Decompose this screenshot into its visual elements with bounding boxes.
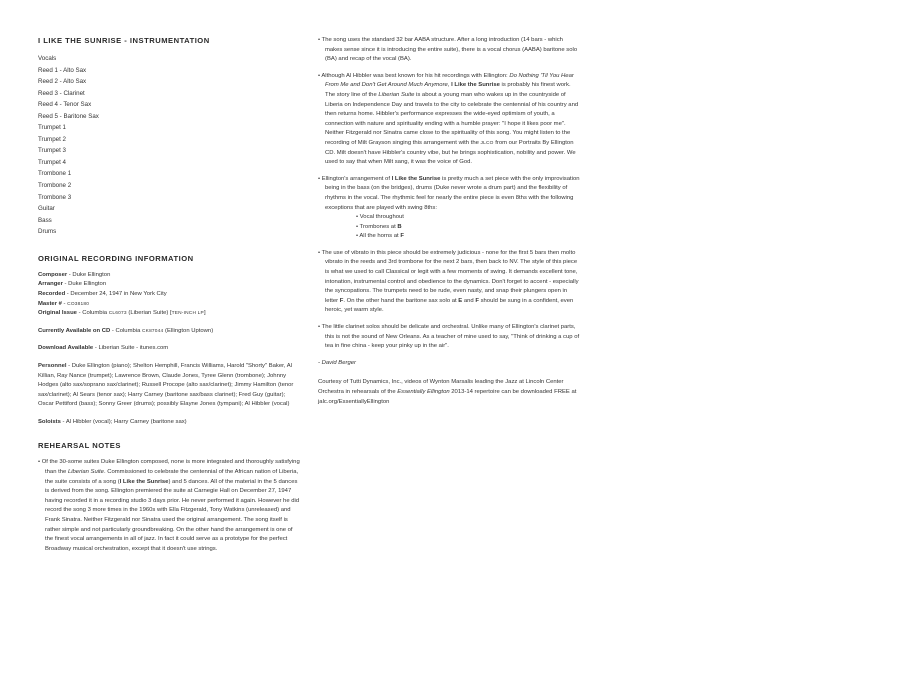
soloists-line (38, 418, 300, 428)
text-run: Of the 30-some suites Duke Ellington composed, none is more integrated and thoroughly satisfying than the (41, 459, 300, 476)
personnel-paragraph (38, 362, 300, 410)
left-column (38, 36, 300, 554)
text-run: is about a young man who wakes up in the countryside of Liberia on Independence Day and travels to the city to celebrate the centennial of his country and then returns home. Hibbler's performance expresses the wide-eyed optimism of youth, a connection with nature and spirituality ending with a humble prayer: "I hope it likes poor me". Neither Fitzgerald nor Sinatra came close to the spirituality of this song. You might listen to the recording of Milt Grayson singing this arrangement with the (325, 91, 579, 146)
text-run: , (447, 82, 452, 89)
original-issue-post: ] (203, 310, 206, 317)
jlco-abbrev: JLCO (480, 140, 494, 146)
master-label: Master # (38, 300, 62, 307)
note-structure: • The song uses the standard 32 bar AABA structure. After a long introduction (14 bars - which makes sense since it is introducing the entire suite), there is a vocal chorus (AABA) baritone solo (BA) and recap of the vocal (BA). (318, 37, 578, 63)
right-column (318, 36, 580, 407)
cd-cat: CK87044 (142, 328, 164, 334)
instrument-item: Reed 2 - Alto Sax (38, 78, 87, 86)
recorded-label: Recorded (38, 290, 66, 297)
composer-value: - Duke Ellington (67, 271, 111, 278)
instrument-item: Trumpet 3 (38, 147, 66, 155)
instrument-item: Vocals (38, 55, 57, 62)
note-arrangement: • Ellington's arrangement of I Like the Sunrise is pretty much a set piece with the only improvisation being in the bass (on the bridges), drums (Duke never wrote a drum part) and the flexibility of rhythms in the vocal. The rhythmic feel for nearly the entire piece is even 8ths with the following exceptions that are played with swing 8ths: (318, 175, 580, 211)
rehearsal-letter: B (397, 223, 402, 230)
instrument-item: Trombone 3 (38, 193, 72, 201)
note-hibbler: • Although Al Hibbler was best known for his hit recordings with Ellington: Do Nothing 'Til You Hear From Me and Don't Get Around Much Anymore, I Like the Sunrise is probably his finest work. The story line of the Liberian Suite is about a young man who wakes up in the countryside of Liberia on Independence Day and travels to the city to celebrate the centennial of his country and then returns home. Hibbler's performance expresses the wide-eyed optimism of youth, a connection with nature and spirituality ending with a humble prayer: "I hope it likes poor me". Neither Fitzgerald nor Sinatra came close to the spirituality of this song. You might listen to the recording of Milt Grayson singing this arrangement with the JLCO from our Portraits By Ellington CD. Milt doesn't have Hibbler's country vibe, but he brings sophistication, nobility and power. We used to say that when Milt sang, it was the voice of God. (318, 72, 579, 166)
recorded-value: - December 24, 1947 in New York City (65, 290, 167, 297)
download-value: - Liberian Suite - itunes.com (93, 345, 169, 352)
text-run: is pretty much a set piece with the only improvisation being in the bass (on the bridges), drums (Duke never wrote a drum part) and the flexibility of rhythms in the vocal. The rhythmic feel for nearly the entire piece is even 8ths with the following exceptions that are played with swing 8ths: (325, 175, 580, 211)
text-run: The song uses the standard 32 bar AABA structure. After a long introduction (14 bars - which makes sense since it is introducing the entire suite), there is a vocal chorus (AABA) baritone solo (BA) and recap of the vocal (BA). (321, 37, 578, 63)
recording-info-heading: ORIGINAL RECORDING INFORMATION (38, 253, 194, 263)
original-issue-label: Original Issue (38, 310, 77, 317)
instrument-item: Bass (38, 216, 52, 224)
cd-post: (Ellington Uptown) (163, 327, 214, 334)
rehearsal-letter: F (475, 297, 479, 304)
song-titles: Do Nothing 'Til You Hear From Me and Don't Get Around Much Anymore (325, 72, 574, 89)
instrument-item: Trumpet 1 (38, 124, 66, 132)
recorded-line (38, 290, 300, 300)
soloists-label: Soloists (38, 418, 61, 425)
personnel-value: - Duke Ellington (piano); Shelton Hemphill, Francis Williams, Harold "Shorty" Baker, Al Killian, Ray Nance (trumpet); Lawrence Brown, Claude Jones, Tyree Glenn (trombone); Johnny Hodges (alto sax/soprano sax/clarinet); Russell Procope (alto sax/clarinet); Jimmy Hamilton (tenor sax/clarinet); Al Sears (tenor sax); Harry Carney (baritone sax/bass clarinet); Fred Guy (guitar); Oscar Pettiford (bass); Sonny Greer (drums); possibly Elayne Jones (tympani); Al Hibbler (vocal) (38, 362, 294, 408)
credits-block (38, 271, 300, 319)
instrument-item: Guitar (38, 205, 55, 213)
text-run: 2013-14 repertoire can be downloaded FREE at jalc.org/EssentiallyEllington (318, 389, 577, 405)
note-vibrato: • The use of vibrato in this piece should be extremely judicious - none for the first 5 bars then molto vibrato in the reeds and 3rd trombone for the next 2 bars, then back to NV. The style of this piece is what we used to call Classical or legit with a few moments of swing. It demands excellent tone, intonation, instrumental control and obedience to the dynamics. Don't forget to accent - especially the syncopations. The trumpets need to be rude, even nasty, and snap their plungers open in letter F. On the other hand the baritone sax solo at E and F should be sung in a confident, even heroic, yet warm style. (318, 249, 579, 314)
courtesy-note (318, 378, 580, 407)
original-issue-pre: - Columbia (76, 310, 109, 317)
instrument-item: Reed 3 - Clarinet (38, 89, 85, 97)
instrument-item: Trumpet 4 (38, 158, 66, 166)
instrumentation-heading: I LIKE THE SUNRISE - INSTRUMENTATION (38, 36, 210, 45)
instrumentation-list (38, 53, 300, 238)
author-signature (318, 359, 580, 369)
text-run: ) and 5 dances. All of the material in the 5 dances is derived from the song. Ellington premiered the suite at Carnegie Hall on December 27, 1947 having recorded it in a recording studio 3 days prior. He never performed it again. However he did record the song 3 more times in the 1960s with Ella Fitzgerald, Tony Watkins (unreleased) and Frank Sinatra. Neither Fitzgerald nor Sinatra used the original arrangement. The song itself is rather simple and not particularly groundbreaking. On the other hand the arrangement is one of the finest vocal arrangements in all of jazz. In fact it could serve as a prototype for the perfect Broadway musical orchestration, except that it doesn't use strings. (45, 478, 300, 552)
note-clarinet: • The little clarinet solos should be delicate and orchestral. Unlike many of Ellington's clarinet parts, this is not the sound of New Orleans. As a teacher of mine used to say, "Think of drinking a cup of tea in fine china - keep your pinky up in the air". (318, 324, 580, 350)
program-title: Essentially Ellington (397, 389, 450, 395)
suite-title: Liberian Suite (378, 91, 415, 98)
original-issue-format: TEN-INCH LP (171, 311, 204, 317)
arranger-value: - Duke Ellington (62, 281, 107, 288)
signature-text: - David Berger (318, 359, 356, 366)
text-run: is probably his finest work. The story line of the (325, 82, 571, 98)
text-run: should be sung in a confident, even heroic, yet warm style. (325, 297, 574, 314)
cd-line (38, 327, 300, 337)
personnel-label: Personnel (38, 362, 67, 369)
text-run: Although Al Hibbler was best known for his hit recordings with Ellington: (321, 72, 510, 79)
original-issue-line (38, 309, 300, 319)
rehearsal-notes-heading: REHEARSAL NOTES (38, 441, 121, 451)
song-title: I Like the Sunrise (119, 478, 169, 485)
rehearsal-paragraph: • Of the 30-some suites Duke Ellington composed, none is more integrated and thoroughly satisfying than the Liberian Suite. Commissioned to celebrate the centennial of the African nation of Liberia, the suite consists of a song (I Like the Sunrise) and 5 dances. All of the material in the 5 dances is derived from the song. Ellington premiered the suite at Carnegie Hall on December 27, 1947 having recorded it in a recording studio 3 days prior. He never performed it again. However he did record the song 3 more times in the 1960s with Ella Fitzgerald, Tony Watkins (unreleased) and Frank Sinatra. Neither Fitzgerald nor Sinatra used the original arrangement. The song itself is rather simple and not particularly groundbreaking. On the other hand the arrangement is one of the finest vocal arrangements in all of jazz. In fact it could serve as a prototype for the perfect Broadway musical orchestration, except that it doesn't use strings. (38, 459, 300, 552)
song-title: I Like the Sunrise (391, 175, 441, 182)
text-run: . On the other hand the baritone sax solo at (343, 297, 459, 304)
text-run: The use of vibrato in this piece should be extremely judicious - none for the first 5 bars then molto vibrato in the reeds and 3rd trombone for the next 2 bars, then back to NV. The style of this piece is what we used to call Classical or legit with a few moments of swing. It demands excellent tone, intonation, instrumental control and obedience to the dynamics. Don't forget to accent - especially the syncopations. The trumpets need to be rude, even nasty, and snap their plungers open in letter (321, 249, 579, 304)
arranger-line (38, 280, 300, 290)
master-line: Master # - CO38180 (38, 300, 90, 307)
suite-title: Liberian Suite (67, 469, 104, 476)
text-run: The little clarinet solos should be delicate and orchestral. Unlike many of Ellington's clarinet parts, this is not the sound of New Orleans. As a teacher of mine used to say, "Think of drinking a cup of tea in fine china - keep your pinky up in the air". (321, 324, 580, 350)
song-title: I Like the Sunrise (451, 82, 500, 89)
recording-info (38, 271, 300, 428)
cd-label: Currently Available on CD (38, 327, 111, 334)
rehearsal-letter: E (458, 297, 463, 304)
text-run: Trombones at (359, 223, 398, 230)
text-run: from our Portraits By Ellington CD. Milt doesn't have Hibbler's country vibe, but he brings sophistication, nobility and power. We used to say that when Milt sang, it was the voice of God. (325, 139, 576, 166)
instrument-item: Reed 1 - Alto Sax (38, 66, 87, 74)
composer-label: Composer (38, 271, 68, 278)
soloists-value: - Al Hibbler (vocal); Harry Carney (baritone sax) (60, 418, 187, 425)
text-run: and (462, 297, 476, 304)
text-run: . Commissioned to celebrate the centennial of the African nation of Liberia, the suite consists of a song ( (45, 469, 299, 485)
swing-exceptions-list (318, 213, 580, 242)
rehearsal-letter: F (339, 297, 344, 304)
download-label: Download Available (38, 345, 94, 352)
text-run: All the horns at (359, 233, 401, 240)
original-issue-mid: (Liberian Suite) [ (126, 310, 172, 317)
instrument-item: Trombone 2 (38, 182, 72, 190)
instrument-item: Reed 5 - Baritone Sax (38, 112, 99, 120)
exception-item: • All the horns at F (356, 233, 404, 240)
text-run: Courtesy of Tutti Dynamics, Inc., videos of Wynton Marsalis leading the Jazz at Lincoln Center Orchestra in rehearsals of the (318, 379, 564, 395)
download-line (38, 344, 300, 354)
instrument-item: Trombone 1 (38, 170, 72, 178)
arranger-label: Arranger (38, 281, 63, 288)
instrument-item: Reed 4 - Tenor Sax (38, 101, 92, 109)
original-issue-cat: CL6073 (108, 311, 127, 317)
rehearsal-letter: F (400, 233, 404, 240)
instrument-item: Drums (38, 228, 57, 236)
exception-item: • Trombones at B (356, 223, 402, 230)
instrument-item: Trumpet 2 (38, 135, 66, 143)
master-value: CO38180 (67, 301, 90, 307)
text-run: Vocal throughout (359, 214, 404, 221)
exception-item: • Vocal throughout (356, 214, 404, 221)
text-run: Ellington's arrangement of (321, 175, 392, 182)
composer-line (38, 271, 300, 281)
cd-pre: - Columbia (110, 327, 142, 334)
